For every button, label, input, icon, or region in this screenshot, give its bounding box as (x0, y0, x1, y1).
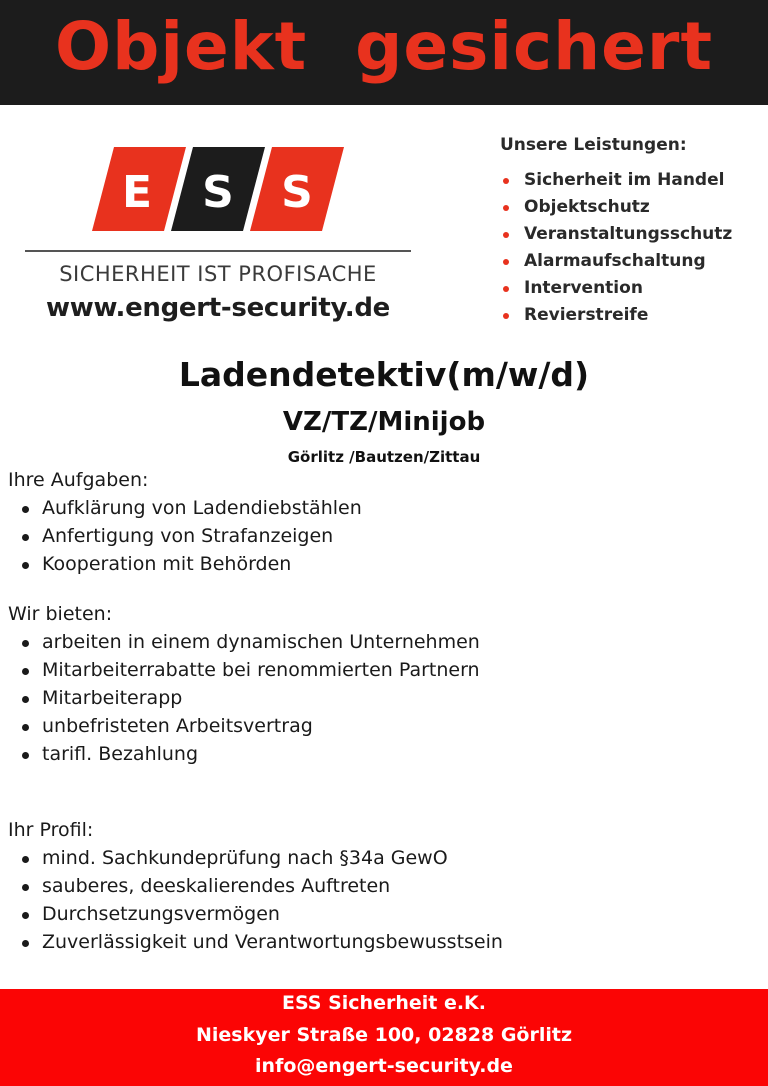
offer-list (8, 628, 748, 768)
footer-email: info@engert-security.de (255, 1055, 513, 1077)
profile-list (8, 844, 748, 956)
bullet-icon (503, 259, 509, 265)
list-item: Mitarbeiterapp (8, 684, 748, 712)
logo-letter-s2: S (281, 167, 313, 218)
list-item: arbeiten in einem dynamischen Unternehmen (8, 628, 748, 656)
bullet-icon (22, 940, 29, 947)
list-item: Anfertigung von Strafanzeigen (8, 522, 748, 550)
service-item: Objektschutz (500, 194, 760, 221)
headline: Objekt gesichert (54, 8, 714, 85)
tasks-list (8, 494, 748, 578)
list-item: mind. Sachkundeprüfung nach §34a GewO (8, 844, 748, 872)
company-logo (20, 140, 420, 340)
service-item: Alarmaufschaltung (500, 248, 760, 275)
bullet-icon (503, 178, 509, 184)
bullet-icon (22, 724, 29, 731)
footer-address: Nieskyer Straße 100, 02828 Görlitz (195, 1024, 573, 1046)
bullet-icon (22, 668, 29, 675)
job-type: VZ/TZ/Minijob (282, 407, 486, 437)
list-item: Mitarbeiterrabatte bei renommierten Partnern (8, 656, 748, 684)
list-item: tarifl. Bezahlung (8, 740, 748, 768)
tasks-section (8, 466, 748, 578)
bullet-icon (22, 884, 29, 891)
offer-heading: Wir bieten: (8, 603, 113, 625)
bullet-icon (22, 534, 29, 541)
bullet-icon (503, 232, 509, 238)
service-item: Intervention (500, 275, 760, 302)
profile-heading: Ihr Profil: (8, 819, 94, 841)
offer-section (8, 600, 748, 768)
list-item: unbefristeten Arbeitsvertrag (8, 712, 748, 740)
list-item: Aufklärung von Ladendiebstählen (8, 494, 748, 522)
profile-section (8, 816, 748, 956)
bullet-icon (22, 856, 29, 863)
bullet-icon (22, 562, 29, 569)
bullet-icon (22, 912, 29, 919)
ess-logo-graphic (92, 145, 344, 233)
bullet-icon (22, 506, 29, 513)
job-title: Ladendetektiv(m/w/d) (178, 355, 590, 394)
slogan: SICHERHEIT IST PROFISACHE (59, 262, 377, 286)
logo-letter-s1: S (202, 167, 234, 218)
services-title: Unsere Leistungen: (500, 135, 687, 155)
list-item: Zuverlässigkeit und Verantwortungsbewusstsein (8, 928, 748, 956)
services-list (500, 167, 760, 329)
bullet-icon (22, 696, 29, 703)
logo-letter-e: E (121, 167, 153, 218)
job-location: Görlitz /Bautzen/Zittau (287, 448, 481, 466)
bullet-icon (22, 752, 29, 759)
bullet-icon (503, 286, 509, 292)
list-item: Kooperation mit Behörden (8, 550, 748, 578)
website-url: www.engert-security.de (46, 293, 390, 323)
bullet-icon (503, 313, 509, 319)
bullet-icon (22, 640, 29, 647)
service-item: Revierstreife (500, 302, 760, 329)
services-box (500, 135, 760, 329)
list-item: Durchsetzungsvermögen (8, 900, 748, 928)
bullet-icon (503, 205, 509, 211)
logo-divider (25, 250, 411, 252)
tasks-heading: Ihre Aufgaben: (8, 469, 149, 491)
service-item: Sicherheit im Handel (500, 167, 760, 194)
footer-company: ESS Sicherheit e.K. (281, 992, 487, 1014)
service-item: Veranstaltungsschutz (500, 221, 760, 248)
list-item: sauberes, deeskalierendes Auftreten (8, 872, 748, 900)
